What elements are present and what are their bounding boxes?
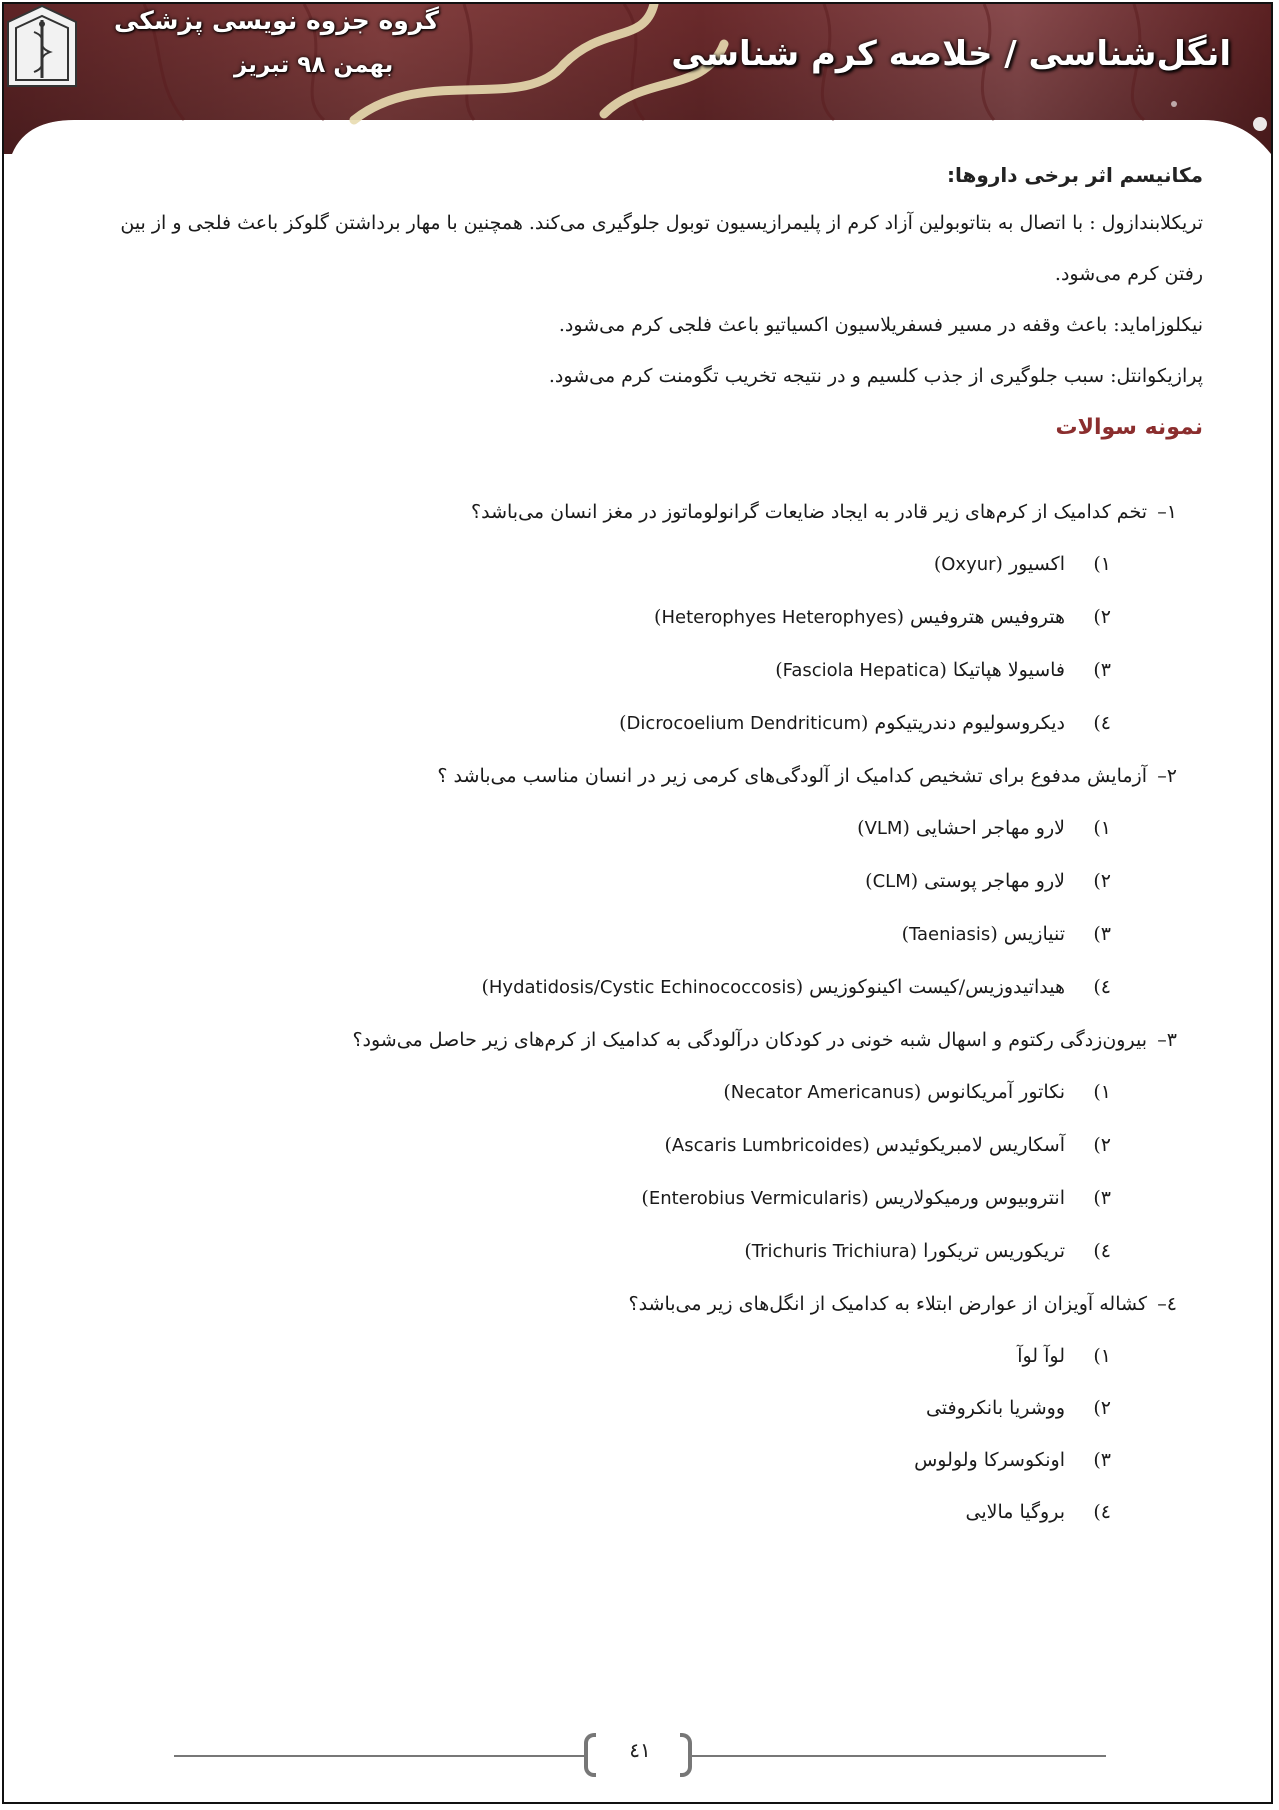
option-close-paren: ) xyxy=(641,1187,649,1209)
drug-line: تریکلابندازول : با اتصال به بتاتوبولین آزاد کرم از پلیمرازیسیون توبول جلوگیری می‌کند. همچنین با مهار برداشتن گلوکز باعث فلجی و از بین xyxy=(120,212,1203,234)
option-persian: لارو مهاجر پوستی ( xyxy=(910,870,1065,892)
answer-option xyxy=(70,591,1111,644)
group-name: گروه جزوه نویسی پزشکی xyxy=(114,6,439,35)
page-number: ٤١ xyxy=(629,1738,651,1762)
option-latin: Oxyur xyxy=(941,554,996,575)
answer-option xyxy=(70,802,1111,855)
footer-bracket-right xyxy=(680,1733,692,1777)
option-number: ٤) xyxy=(1093,1501,1111,1523)
option-number: ۲) xyxy=(1093,870,1111,892)
question-text: تخم کدامیک از کرم‌های زیر قادر به ایجاد ضایعات گرانولوماتوز در مغز انسان می‌باشد؟ xyxy=(471,501,1147,523)
question-number: ۳– xyxy=(1157,1029,1177,1051)
option-persian: نکاتور آمریکانوس ( xyxy=(913,1081,1065,1103)
header-banner xyxy=(4,4,1271,154)
option-latin: Heterophyes Heterophyes xyxy=(661,607,897,628)
answer-option xyxy=(70,908,1111,961)
main-content xyxy=(70,156,1203,1538)
answer-option xyxy=(70,1434,1111,1486)
question-number: ٤– xyxy=(1157,1293,1177,1315)
option-latin: Dicrocoelium Dendriticum xyxy=(626,713,862,734)
answer-option xyxy=(70,961,1111,1014)
drugs-heading: مکانیسم اثر برخی داروها: xyxy=(947,163,1203,187)
option-number: ۱) xyxy=(1093,1345,1111,1367)
option-persian: اونکوسرکا ولولوس xyxy=(914,1449,1065,1471)
option-number: ۳) xyxy=(1093,923,1111,945)
option-number: ٤) xyxy=(1093,712,1111,734)
option-persian: دیکروسولیوم دندریتیکوم ( xyxy=(861,712,1065,734)
option-persian: لوآ لوآ xyxy=(1017,1345,1065,1367)
option-persian: اکسیور ( xyxy=(995,553,1065,575)
option-text xyxy=(926,1382,1065,1434)
option-persian: فاسیولا هپاتیکا ( xyxy=(939,659,1065,681)
option-text xyxy=(914,1434,1065,1486)
option-close-paren: ) xyxy=(723,1081,731,1103)
option-close-paren: ) xyxy=(865,870,873,892)
option-close-paren: ) xyxy=(901,923,909,945)
option-text xyxy=(902,908,1065,961)
sample-questions-heading: نمونه سوالات xyxy=(1055,415,1203,440)
date-place: بهمن ۹۸ تبریز xyxy=(234,52,394,78)
option-latin: Hydatidosis/Cystic Echinococcosis xyxy=(488,977,796,998)
option-number: ۳) xyxy=(1093,1187,1111,1209)
option-text xyxy=(665,1119,1066,1172)
answer-option xyxy=(70,855,1111,908)
question-number: ۲– xyxy=(1157,765,1177,787)
option-text xyxy=(857,802,1065,855)
option-latin: CLM xyxy=(872,871,911,892)
question-text: بیرون‌زدگی رکتوم و اسهال شبه خونی در کودکان درآلودگی به کدامیک از کرم‌های زیر حاصل می‌شود؟ xyxy=(352,1029,1147,1051)
option-close-paren: ) xyxy=(654,606,662,628)
answer-option xyxy=(70,1119,1111,1172)
option-persian: آسکاریس لامبریکوئیدس ( xyxy=(862,1134,1065,1156)
drug-line: پرازیکوانتل: سبب جلوگیری از جذب کلسیم و در نتیجه تخریب تگومنت کرم می‌شود. xyxy=(548,365,1203,387)
option-number: ۳) xyxy=(1093,659,1111,681)
option-close-paren: ) xyxy=(619,712,627,734)
option-text xyxy=(775,644,1065,697)
university-logo-icon xyxy=(4,4,80,88)
answer-option xyxy=(70,1225,1111,1278)
option-persian: ووشریا بانکروفتی xyxy=(925,1397,1065,1419)
answer-option xyxy=(70,697,1111,750)
question-text: آزمایش مدفوع برای تشخیص کدامیک از آلودگی‌های کرمی زیر در انسان مناسب می‌باشد ؟ xyxy=(437,765,1147,787)
option-text xyxy=(481,961,1065,1014)
option-persian: انتروبیوس ورمیکولاریس ( xyxy=(861,1187,1065,1209)
option-latin: Fasciola Hepatica xyxy=(782,660,940,681)
option-text xyxy=(865,855,1065,908)
option-latin: Enterobius Vermicularis xyxy=(648,1188,862,1209)
option-close-paren: ) xyxy=(481,976,489,998)
drug-line: نیکلوزاماید: باعث وقفه در مسیر فسفریلاسیون اکسیاتیو باعث فلجی کرم می‌شود. xyxy=(558,314,1203,336)
answer-option xyxy=(70,1382,1111,1434)
question xyxy=(70,1014,1177,1066)
question xyxy=(70,750,1177,802)
option-persian: بروگیا مالایی xyxy=(965,1501,1065,1523)
option-number: ۲) xyxy=(1093,1397,1111,1419)
option-latin: Taeniasis xyxy=(908,924,991,945)
answer-option xyxy=(70,1066,1111,1119)
option-text xyxy=(966,1486,1065,1538)
option-text xyxy=(641,1172,1065,1225)
option-latin: VLM xyxy=(864,818,903,839)
option-close-paren: ) xyxy=(933,553,942,575)
option-number: ۲) xyxy=(1093,606,1111,628)
question-text: کشاله آویزان از عوارض ابتلاء به کدامیک از انگل‌های زیر می‌باشد؟ xyxy=(628,1293,1147,1315)
option-number: ۲) xyxy=(1093,1134,1111,1156)
option-latin: Necator Americanus xyxy=(730,1082,914,1103)
option-number: ٤) xyxy=(1093,1240,1111,1262)
footer-line-right xyxy=(692,1755,1106,1757)
option-number: ٤) xyxy=(1093,976,1111,998)
option-number: ۳) xyxy=(1093,1449,1111,1471)
option-number: ۱) xyxy=(1093,553,1111,575)
question xyxy=(70,486,1177,538)
footer-line-left xyxy=(174,1755,584,1757)
answer-option xyxy=(70,538,1111,591)
option-number: ۱) xyxy=(1093,817,1111,839)
option-persian: تنیازیس ( xyxy=(990,923,1065,945)
option-text xyxy=(934,538,1065,591)
answer-option xyxy=(70,1172,1111,1225)
option-text xyxy=(619,697,1065,750)
option-latin: Trichuris Trichiura xyxy=(751,1241,910,1262)
option-number: ۱) xyxy=(1093,1081,1111,1103)
option-close-paren: ) xyxy=(857,817,865,839)
option-text xyxy=(1017,1330,1065,1382)
option-persian: هتروفیس هتروفیس ( xyxy=(896,606,1065,628)
option-persian: هیداتیدوزیس/کیست اکینوکوزیس ( xyxy=(795,976,1065,998)
option-latin: Ascaris Lumbricoides xyxy=(671,1135,863,1156)
questions-list xyxy=(70,486,1203,1538)
option-text xyxy=(654,591,1065,644)
option-text xyxy=(723,1066,1065,1119)
option-persian: تریکوریس تریکورا ( xyxy=(909,1240,1065,1262)
answer-option xyxy=(70,1330,1111,1382)
question-number: ۱– xyxy=(1157,501,1177,523)
option-close-paren: ) xyxy=(775,659,783,681)
drug-line: رفتن کرم می‌شود. xyxy=(1054,263,1203,285)
answer-option xyxy=(70,644,1111,697)
option-close-paren: ) xyxy=(744,1240,752,1262)
option-persian: لارو مهاجر احشایی ( xyxy=(902,817,1065,839)
footer-bracket-left xyxy=(584,1733,596,1777)
page-title: انگل‌شناسی / خلاصه کرم شناسی xyxy=(671,34,1231,74)
answer-option xyxy=(70,1486,1111,1538)
option-text xyxy=(744,1225,1065,1278)
option-close-paren: ) xyxy=(664,1134,672,1156)
question xyxy=(70,1278,1177,1330)
